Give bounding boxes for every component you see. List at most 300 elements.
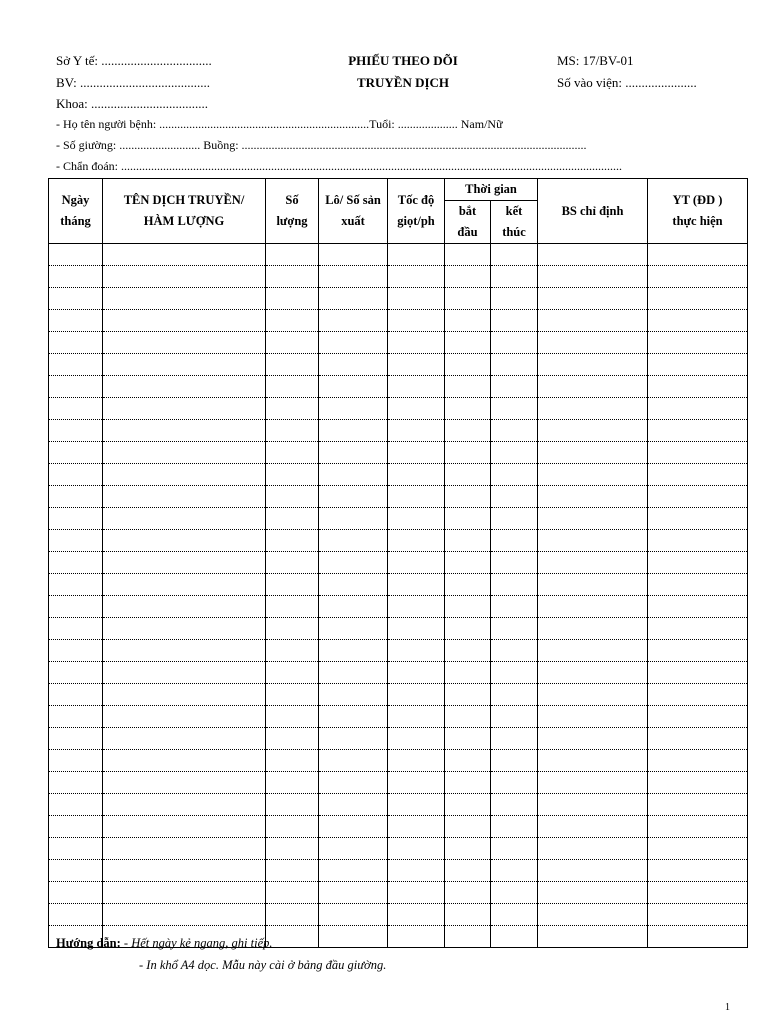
cell-quantity [266, 420, 319, 442]
table-row [49, 750, 748, 772]
cell-start [445, 618, 491, 640]
cell-fluid-name [103, 816, 266, 838]
cell-fluid-name [103, 662, 266, 684]
cell-doctor [538, 354, 648, 376]
cell-rate [388, 904, 445, 926]
cell-rate [388, 794, 445, 816]
cell-lot [319, 860, 388, 882]
cell-doctor [538, 486, 648, 508]
cell-rate [388, 618, 445, 640]
guide-text-1: - Hết ngày kẻ ngang, ghi tiếp. [120, 936, 273, 950]
form-subtitle: TRUYỀN DỊCH [356, 75, 450, 90]
cell-end [491, 332, 538, 354]
cell-lot [319, 354, 388, 376]
cell-quantity [266, 772, 319, 794]
cell-fluid-name [103, 750, 266, 772]
cell-lot [319, 530, 388, 552]
cell-start [445, 442, 491, 464]
cell-date [49, 728, 103, 750]
table-row [49, 530, 748, 552]
col-header-start: bắt đầu [445, 201, 491, 244]
cell-fluid-name [103, 574, 266, 596]
table-row [49, 486, 748, 508]
table-row [49, 332, 748, 354]
table-row [49, 596, 748, 618]
cell-nurse [648, 860, 748, 882]
cell-start [445, 596, 491, 618]
cell-lot [319, 750, 388, 772]
table-row [49, 376, 748, 398]
cell-quantity [266, 684, 319, 706]
cell-doctor [538, 794, 648, 816]
cell-nurse [648, 288, 748, 310]
cell-date [49, 816, 103, 838]
cell-start [445, 816, 491, 838]
cell-rate [388, 310, 445, 332]
cell-nurse [648, 926, 748, 948]
cell-lot [319, 552, 388, 574]
cell-rate [388, 640, 445, 662]
cell-fluid-name [103, 288, 266, 310]
cell-doctor [538, 552, 648, 574]
cell-start [445, 552, 491, 574]
cell-doctor [538, 640, 648, 662]
cell-doctor [538, 442, 648, 464]
cell-rate [388, 816, 445, 838]
cell-doctor [538, 244, 648, 266]
cell-end [491, 464, 538, 486]
cell-nurse [648, 310, 748, 332]
cell-lot [319, 398, 388, 420]
cell-date [49, 750, 103, 772]
infusion-table [48, 178, 748, 948]
cell-fluid-name [103, 530, 266, 552]
cell-nurse [648, 772, 748, 794]
cell-quantity [266, 662, 319, 684]
cell-start [445, 376, 491, 398]
col-header-fluid-name: TÊN DỊCH TRUYỀN/ HÀM LƯỢNG [103, 179, 266, 244]
cell-doctor [538, 838, 648, 860]
cell-end [491, 486, 538, 508]
cell-nurse [648, 486, 748, 508]
cell-doctor [538, 662, 648, 684]
table-row [49, 354, 748, 376]
cell-end [491, 530, 538, 552]
cell-nurse [648, 684, 748, 706]
cell-end [491, 706, 538, 728]
cell-start [445, 926, 491, 948]
diagnosis-line: - Chẩn đoán: ....................................................................................................................................................................... [56, 159, 622, 173]
cell-fluid-name [103, 618, 266, 640]
cell-end [491, 508, 538, 530]
cell-lot [319, 816, 388, 838]
header-bv: BV: ........................................ [56, 75, 210, 90]
cell-rate [388, 442, 445, 464]
col-header-end: kết thúc [491, 201, 538, 244]
cell-start [445, 750, 491, 772]
cell-nurse [648, 706, 748, 728]
cell-doctor [538, 332, 648, 354]
cell-lot [319, 794, 388, 816]
cell-nurse [648, 266, 748, 288]
cell-lot [319, 486, 388, 508]
cell-lot [319, 662, 388, 684]
cell-end [491, 618, 538, 640]
cell-nurse [648, 398, 748, 420]
col-header-rate: Tốc độ giọt/ph [388, 179, 445, 244]
cell-rate [388, 860, 445, 882]
table-row [49, 266, 748, 288]
cell-quantity [266, 838, 319, 860]
cell-date [49, 860, 103, 882]
cell-end [491, 596, 538, 618]
table-row [49, 464, 748, 486]
cell-date [49, 398, 103, 420]
table-row [49, 860, 748, 882]
cell-nurse [648, 332, 748, 354]
cell-end [491, 926, 538, 948]
cell-fluid-name [103, 508, 266, 530]
cell-nurse [648, 354, 748, 376]
cell-doctor [538, 376, 648, 398]
cell-nurse [648, 244, 748, 266]
cell-quantity [266, 860, 319, 882]
cell-start [445, 794, 491, 816]
cell-start [445, 266, 491, 288]
cell-rate [388, 464, 445, 486]
header-so-y-te: Sở Y tế: .................................. [56, 53, 212, 68]
cell-end [491, 420, 538, 442]
table-row [49, 640, 748, 662]
cell-date [49, 508, 103, 530]
page-number: 1 [725, 1002, 730, 1013]
cell-quantity [266, 706, 319, 728]
cell-start [445, 420, 491, 442]
cell-rate [388, 706, 445, 728]
cell-quantity [266, 354, 319, 376]
cell-fluid-name [103, 486, 266, 508]
cell-quantity [266, 596, 319, 618]
table-row [49, 574, 748, 596]
cell-nurse [648, 662, 748, 684]
cell-lot [319, 640, 388, 662]
col-header-nurse: YT (ĐD ) thực hiện [648, 179, 748, 244]
cell-rate [388, 398, 445, 420]
cell-end [491, 574, 538, 596]
cell-nurse [648, 838, 748, 860]
cell-doctor [538, 310, 648, 332]
cell-doctor [538, 926, 648, 948]
cell-doctor [538, 464, 648, 486]
cell-quantity [266, 266, 319, 288]
cell-rate [388, 508, 445, 530]
cell-quantity [266, 486, 319, 508]
cell-fluid-name [103, 552, 266, 574]
cell-start [445, 728, 491, 750]
cell-end [491, 376, 538, 398]
table-row [49, 684, 748, 706]
cell-start [445, 354, 491, 376]
cell-lot [319, 882, 388, 904]
cell-quantity [266, 310, 319, 332]
col-header-quantity: Số lượng [266, 179, 319, 244]
table-row [49, 244, 748, 266]
cell-date [49, 354, 103, 376]
cell-quantity [266, 332, 319, 354]
cell-end [491, 662, 538, 684]
cell-lot [319, 288, 388, 310]
cell-nurse [648, 464, 748, 486]
cell-end [491, 288, 538, 310]
cell-fluid-name [103, 354, 266, 376]
cell-quantity [266, 552, 319, 574]
bed-room-line: - Số giường: ........................... Buồng: ................................................................................................................... [56, 138, 587, 152]
cell-start [445, 464, 491, 486]
cell-doctor [538, 706, 648, 728]
cell-date [49, 662, 103, 684]
cell-fluid-name [103, 860, 266, 882]
cell-fluid-name [103, 420, 266, 442]
cell-quantity [266, 508, 319, 530]
cell-date [49, 618, 103, 640]
cell-fluid-name [103, 310, 266, 332]
cell-doctor [538, 508, 648, 530]
cell-start [445, 288, 491, 310]
cell-quantity [266, 464, 319, 486]
cell-quantity [266, 882, 319, 904]
cell-quantity [266, 816, 319, 838]
cell-lot [319, 838, 388, 860]
cell-rate [388, 244, 445, 266]
cell-fluid-name [103, 904, 266, 926]
cell-doctor [538, 596, 648, 618]
cell-quantity [266, 376, 319, 398]
cell-rate [388, 332, 445, 354]
cell-lot [319, 508, 388, 530]
cell-end [491, 860, 538, 882]
cell-nurse [648, 750, 748, 772]
cell-start [445, 244, 491, 266]
cell-quantity [266, 728, 319, 750]
cell-fluid-name [103, 706, 266, 728]
cell-start [445, 530, 491, 552]
table-row [49, 904, 748, 926]
cell-lot [319, 618, 388, 640]
cell-quantity [266, 926, 319, 948]
table-row [49, 508, 748, 530]
cell-quantity [266, 288, 319, 310]
cell-rate [388, 662, 445, 684]
cell-nurse [648, 596, 748, 618]
cell-fluid-name [103, 596, 266, 618]
cell-rate [388, 552, 445, 574]
cell-fluid-name [103, 882, 266, 904]
col-header-doctor: BS chỉ định [538, 179, 648, 244]
cell-rate [388, 838, 445, 860]
cell-end [491, 772, 538, 794]
cell-lot [319, 574, 388, 596]
cell-doctor [538, 288, 648, 310]
cell-fluid-name [103, 244, 266, 266]
cell-start [445, 574, 491, 596]
cell-quantity [266, 904, 319, 926]
col-header-time: Thời gian [445, 179, 538, 201]
cell-date [49, 904, 103, 926]
cell-date [49, 464, 103, 486]
col-header-date: Ngày tháng [49, 179, 103, 244]
cell-rate [388, 728, 445, 750]
cell-doctor [538, 750, 648, 772]
cell-rate [388, 420, 445, 442]
table-row [49, 288, 748, 310]
cell-lot [319, 728, 388, 750]
cell-date [49, 552, 103, 574]
table-row [49, 398, 748, 420]
cell-lot [319, 926, 388, 948]
cell-rate [388, 288, 445, 310]
cell-end [491, 728, 538, 750]
guide-line-1 [56, 936, 273, 951]
cell-lot [319, 684, 388, 706]
cell-quantity [266, 244, 319, 266]
table-row [49, 772, 748, 794]
cell-fluid-name [103, 772, 266, 794]
cell-doctor [538, 574, 648, 596]
cell-end [491, 398, 538, 420]
cell-doctor [538, 684, 648, 706]
cell-date [49, 530, 103, 552]
cell-fluid-name [103, 794, 266, 816]
cell-fluid-name [103, 464, 266, 486]
cell-quantity [266, 640, 319, 662]
cell-end [491, 244, 538, 266]
cell-date [49, 310, 103, 332]
cell-start [445, 310, 491, 332]
cell-fluid-name [103, 838, 266, 860]
cell-end [491, 794, 538, 816]
table-row [49, 728, 748, 750]
table-row [49, 552, 748, 574]
cell-lot [319, 772, 388, 794]
cell-lot [319, 706, 388, 728]
cell-nurse [648, 816, 748, 838]
cell-start [445, 662, 491, 684]
cell-fluid-name [103, 376, 266, 398]
cell-rate [388, 882, 445, 904]
cell-nurse [648, 904, 748, 926]
cell-date [49, 882, 103, 904]
cell-end [491, 552, 538, 574]
cell-end [491, 442, 538, 464]
admission-number: Số vào viện: ...................... [557, 75, 697, 90]
cell-rate [388, 684, 445, 706]
patient-name-line: - Họ tên người bệnh: ......................................................................Tuổi: .................... Nam/Nữ [56, 117, 503, 131]
cell-end [491, 838, 538, 860]
cell-date [49, 794, 103, 816]
table-row [49, 706, 748, 728]
cell-lot [319, 420, 388, 442]
cell-doctor [538, 420, 648, 442]
cell-fluid-name [103, 398, 266, 420]
cell-nurse [648, 376, 748, 398]
cell-date [49, 772, 103, 794]
table-row [49, 816, 748, 838]
cell-doctor [538, 816, 648, 838]
cell-date [49, 838, 103, 860]
cell-nurse [648, 794, 748, 816]
cell-date [49, 266, 103, 288]
cell-lot [319, 376, 388, 398]
cell-end [491, 640, 538, 662]
cell-nurse [648, 640, 748, 662]
cell-end [491, 684, 538, 706]
cell-date [49, 684, 103, 706]
table-row [49, 618, 748, 640]
cell-nurse [648, 882, 748, 904]
cell-start [445, 882, 491, 904]
cell-date [49, 706, 103, 728]
col-header-lot: Lô/ Số sản xuất [319, 179, 388, 244]
cell-doctor [538, 728, 648, 750]
cell-doctor [538, 398, 648, 420]
cell-lot [319, 310, 388, 332]
form-code: MS: 17/BV-01 [557, 53, 634, 68]
cell-start [445, 332, 491, 354]
cell-date [49, 376, 103, 398]
cell-doctor [538, 266, 648, 288]
cell-end [491, 750, 538, 772]
table-row [49, 420, 748, 442]
cell-start [445, 684, 491, 706]
cell-fluid-name [103, 442, 266, 464]
cell-start [445, 486, 491, 508]
table-row [49, 794, 748, 816]
cell-nurse [648, 530, 748, 552]
cell-nurse [648, 442, 748, 464]
cell-start [445, 860, 491, 882]
cell-nurse [648, 728, 748, 750]
cell-nurse [648, 420, 748, 442]
cell-date [49, 420, 103, 442]
cell-quantity [266, 442, 319, 464]
cell-end [491, 310, 538, 332]
cell-rate [388, 772, 445, 794]
cell-fluid-name [103, 266, 266, 288]
cell-end [491, 904, 538, 926]
cell-rate [388, 486, 445, 508]
cell-end [491, 882, 538, 904]
cell-quantity [266, 574, 319, 596]
cell-date [49, 332, 103, 354]
cell-end [491, 816, 538, 838]
cell-rate [388, 530, 445, 552]
cell-doctor [538, 860, 648, 882]
cell-nurse [648, 618, 748, 640]
cell-date [49, 288, 103, 310]
cell-rate [388, 266, 445, 288]
cell-quantity [266, 398, 319, 420]
cell-quantity [266, 530, 319, 552]
cell-rate [388, 354, 445, 376]
cell-doctor [538, 618, 648, 640]
cell-start [445, 706, 491, 728]
cell-nurse [648, 508, 748, 530]
cell-lot [319, 442, 388, 464]
cell-quantity [266, 618, 319, 640]
cell-start [445, 904, 491, 926]
cell-rate [388, 574, 445, 596]
guide-text-2: - In khổ A4 dọc. Mẫu này cài ở bảng đầu giường. [139, 958, 387, 972]
